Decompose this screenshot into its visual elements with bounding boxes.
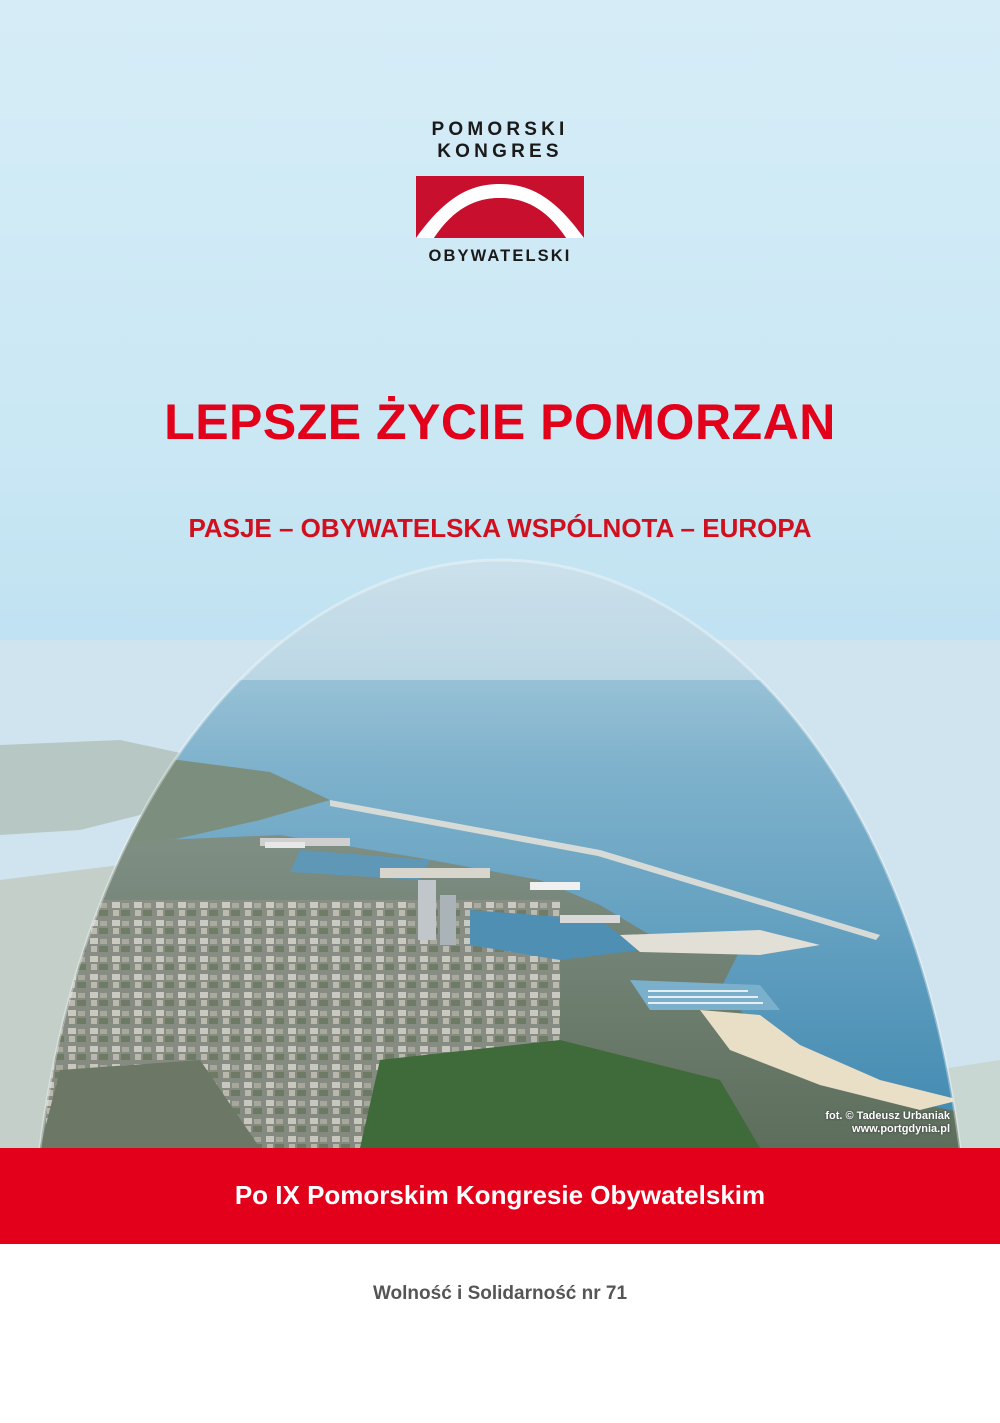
red-banner [0,1148,1000,1244]
logo-text-obywatelski: OBYWATELSKI [428,247,572,265]
logo-arch-icon [416,176,584,238]
logo-text-pomorski: POMORSKI [431,119,569,140]
publication-issue: Wolność i Solidarność nr 71 [372,1283,628,1304]
kongres-logo [416,120,584,270]
banner-text: Po IX Pomorskim Kongresie Obywatelskim [234,1180,766,1210]
subtitle: PASJE – OBYWATELSKA WSPÓLNOTA – EUROPA [188,513,812,543]
photo-credit [825,1110,950,1136]
photo-credit-author: fot. © Tadeusz Urbaniak [825,1110,950,1122]
logo-text-kongres: KONGRES [437,141,563,162]
main-title: LEPSZE ŻYCIE POMORZAN [164,394,836,450]
photo-credit-site: www.portgdynia.pl [852,1123,950,1135]
